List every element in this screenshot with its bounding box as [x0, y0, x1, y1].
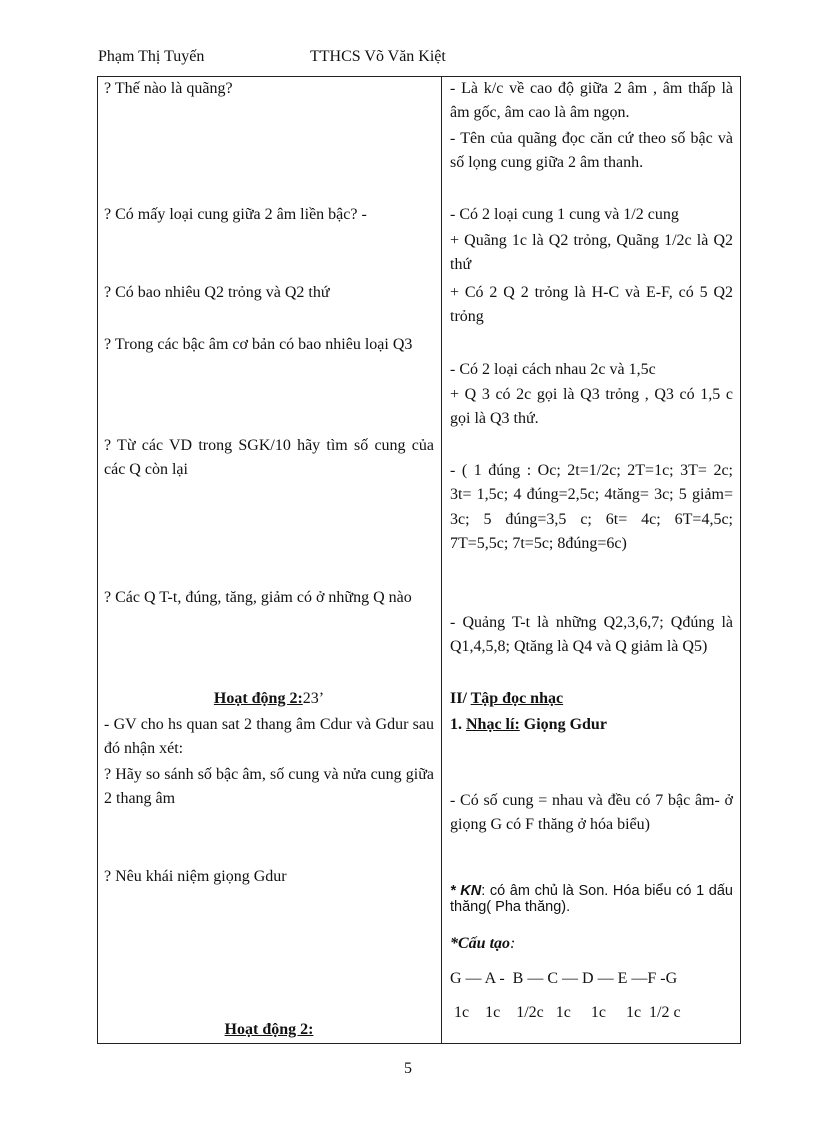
question-quang: ? Thế nào là quãng? [104, 80, 233, 97]
activity-heading-2 [104, 1018, 434, 1042]
structure-colon: : [510, 935, 516, 952]
scale-intervals: 1c 1c 1/2c 1c 1c 1c 1/2 c [450, 1004, 681, 1021]
page-number: 5 [404, 1060, 412, 1077]
question-q3: ? Trong các bậc âm cơ bản có bao nhiêu loại Q3 [104, 336, 413, 353]
kn-text: : có âm chủ là Son. Hóa biểu có 1 dấu thăng( Pha thăng). [450, 883, 733, 915]
answer-q2-count: + Có 2 Q 2 trỏng là H-C và E-F, có 5 Q2 trỏng [450, 284, 733, 326]
subsection-title: Nhạc lí: [466, 716, 520, 733]
column-divider [441, 77, 442, 1043]
structure-label: *Cấu tạo [450, 935, 511, 952]
gv-instruction: - GV cho hs quan sat 2 thang âm Cdur và Gdur sau đó nhận xét: [104, 716, 434, 758]
question-q-tang-giam: ? Các Q T-t, đúng, tăng, giảm có ở những Q nào [104, 589, 412, 606]
answer-q3-detail: + Q 3 có 2c gọi là Q3 trỏng , Q3 có 1,5 c gọi là Q3 thứ. [450, 386, 733, 428]
answer-q2-types: + Quãng 1c là Q2 trỏng, Quãng 1/2c là Q2 thứ [450, 232, 733, 274]
answer-quang-definition: - Là k/c về cao độ giữa 2 âm , âm thấp là âm gốc, âm cao là âm ngọn. [450, 80, 733, 122]
subsection-prefix: 1. [450, 716, 466, 733]
lesson-table [97, 76, 741, 1044]
activity-title-2: Hoạt động 2: [224, 1021, 314, 1038]
answer-q3-types: - Có 2 loại cách nhau 2c và 1,5c [450, 361, 656, 378]
answer-loai-cung: - Có 2 loại cung 1 cung và 1/2 cung [450, 206, 679, 223]
question-q2: ? Có bao nhiêu Q2 trỏng và Q2 thứ [104, 284, 330, 301]
activity-heading [104, 687, 434, 711]
scale-notes: G — A - B — C — D — E —F -G [450, 970, 678, 987]
answer-so-cung: - ( 1 đúng : Oc; 2t=1/2c; 2T=1c; 3T= 2c; 3t= 1,5c; 4 đúng=2,5c; 4tăng= 3c; 5 giảm= 3c; 5 đúng=3,5 c; 6t= 4c; 6T=4,5c; 7T=5,5c; 7t=5c; 8đúng=6c) [450, 462, 733, 552]
activity-time: 23’ [302, 690, 325, 707]
answer-khai-niem [450, 883, 733, 915]
activity-title: Hoạt động 2: [213, 690, 303, 707]
section-prefix: II/ [450, 690, 471, 707]
answer-quang-name: - Tên của quãng đọc căn cứ theo số bậc và số lọng cung giữa 2 âm thanh. [450, 130, 733, 172]
subsection-heading [450, 713, 733, 737]
header-teacher-name: Phạm Thị Tuyến [98, 48, 205, 65]
question-khai-niem: ? Nêu khái niệm giọng Gdur [104, 868, 287, 885]
header-school-name: TTHCS Võ Văn Kiệt [310, 48, 446, 65]
question-loai-cung: ? Có mấy loại cung giữa 2 âm liền bậc? - [104, 206, 367, 223]
structure-heading [450, 932, 733, 956]
section-title: Tập đọc nhạc [470, 690, 564, 707]
kn-label: * KN [450, 883, 482, 899]
answer-so-sanh: - Có số cung = nhau và đều có 7 bậc âm- ở giọng G có F thăng ở hóa biểu) [450, 792, 733, 834]
subsection-rest: Giọng Gdur [519, 716, 607, 733]
section-heading [450, 687, 733, 711]
answer-q-tang-giam: - Quảng T-t là những Q2,3,6,7; Qđúng là Q1,4,5,8; Qtăng là Q4 và Q giảm là Q5) [450, 614, 733, 656]
question-so-cung: ? Từ các VD trong SGK/10 hãy tìm số cung của các Q còn lại [104, 437, 434, 479]
question-so-sanh: ? Hãy so sánh số bậc âm, số cung và nửa cung giữa 2 thang âm [104, 766, 434, 808]
